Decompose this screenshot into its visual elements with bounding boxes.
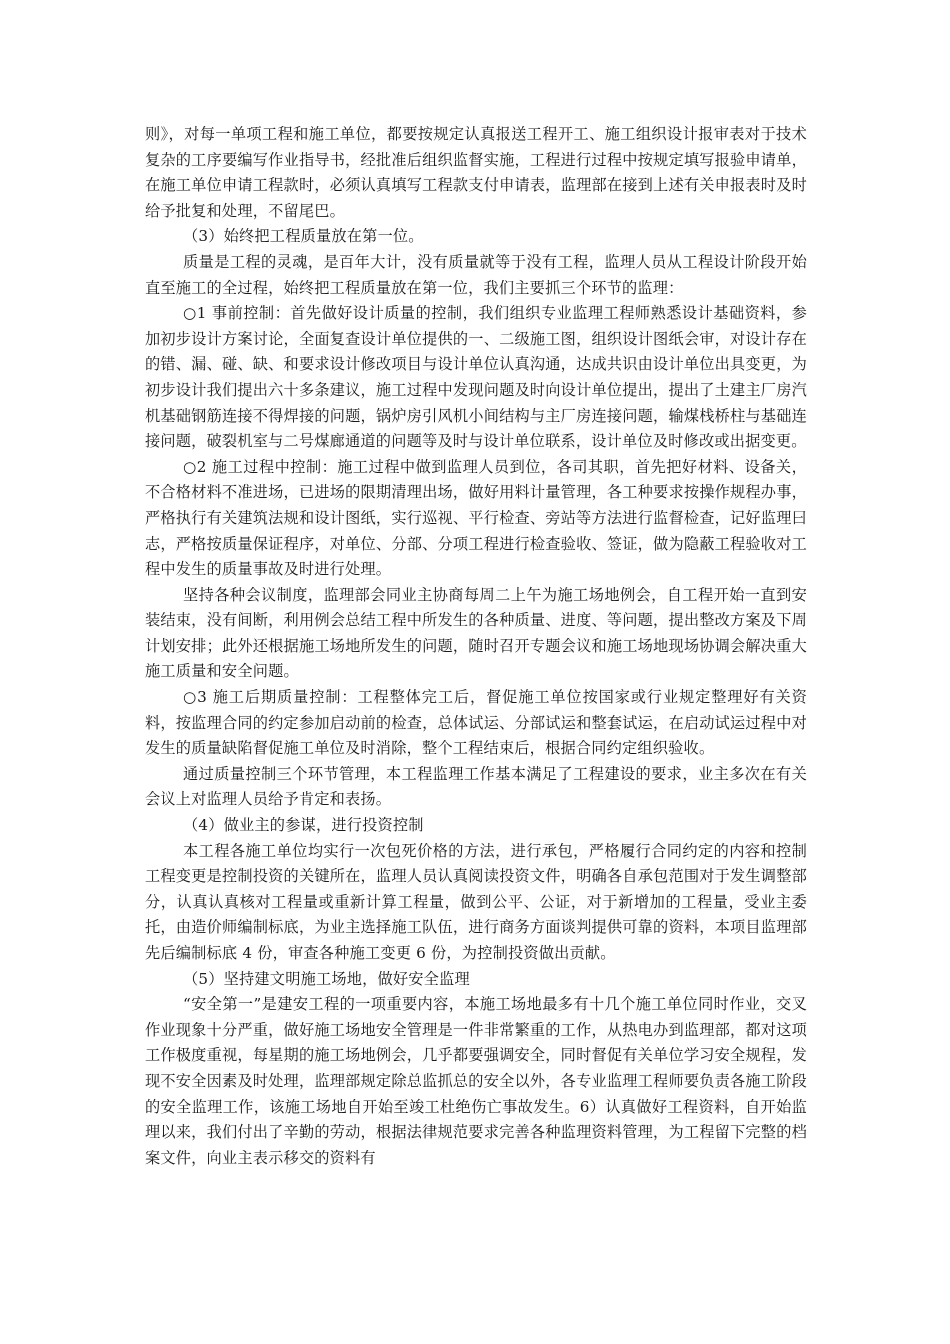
- paragraph-pre-control: ○1 事前控制：首先做好设计质量的控制，我们组织专业监理工程师熟悉设计基础资料，参加初步设计方案讨论，全面复查设计单位提供的一、二级施工图，组织设计图纸会审，对设计存在的错、漏、碰、缺、和要求设计修改项目与设计单位认真沟通，达成共识由设计单位出具变更，为初步设计我们提出六十多条建议，施工过程中发现问题及时向设计单位提出，提出了土建主厂房汽机基础钢筋连接不得焊接的问题，锅炉房引风机小间结构与主厂房连接问题，输煤栈桥柱与基础连接问题，破裂机室与二号煤廊通道的问题等及时与设计单位联系，设计单位及时修改或出据变更。: [145, 304, 807, 451]
- paragraph-quality-summary: 通过质量控制三个环节管理，本工程监理工作基本满足了工程建设的要求，业主多次在有关会议上对监理人员给予肯定和表扬。: [145, 764, 807, 809]
- paragraph-safety: “安全第一”是建安工程的一项重要内容，本施工场地最多有十几个施工单位同时作业，交叉作业现象十分严重，做好施工场地安全管理是一件非常繁重的工作，从热电办到监理部，都对这项工作极度重视，每星期的施工场地例会，几乎都要强调安全，同时督促有关单位学习安全规程，发现不安全因素及时处理，监理部规定除总监抓总的安全以外，各专业监理工程师要负责各施工阶段的安全监理工作，该施工场地自开始至竣工杜绝伤亡事故发生。6）认真做好工程资料，自开始监理以来，我们付出了辛勤的劳动，根据法律规范要求完善各种监理资料管理，为工程留下完整的档案文件，向业主表示移交的资料有: [145, 995, 807, 1167]
- section-heading-5: （5）坚持建文明施工场地，做好安全监理: [183, 969, 470, 988]
- paragraph-meetings: 坚持各种会议制度，监理部会同业主协商每周二上午为施工场地例会，自工程开始一直到安装结束，没有间断，利用例会总结工程中所发生的各种质量、进度、等问题，提出整改方案及下周计划安排；此外还根据施工场地所发生的问题，随时召开专题会议和施工场地现场协调会解决重大施工质量和安全问题。: [145, 585, 807, 681]
- paragraph-quality-intro: 质量是工程的灵魂，是百年大计，没有质量就等于没有工程，监理人员从工程设计阶段开始直至施工的全过程，始终把工程质量放在第一位，我们主要抓三个环节的监理：: [145, 252, 807, 297]
- section-heading-4: （4）做业主的参谋，进行投资控制: [183, 816, 424, 835]
- paragraph-post-control: ○3 施工后期质量控制：工程整体完工后，督促施工单位按国家或行业规定整理好有关资料，按监理合同的约定参加启动前的检查，总体试运、分部试运和整套试运，在启动试运过程中对发生的质量缺陷督促施工单位及时消除，整个工程结束后，根据合同约定组织验收。: [145, 688, 807, 758]
- document-page: [145, 122, 807, 1171]
- section-heading-3: （3）始终把工程质量放在第一位。: [183, 227, 424, 246]
- paragraph-continuation: 则》，对每一单项工程和施工单位，都要按规定认真报送工程开工、施工组织设计报审表对于技术复杂的工序要编写作业指导书，经批准后组织监督实施，工程进行过程中按规定填写报验申请单，在施工单位申请工程款时，必须认真填写工程款支付申请表，监理部在接到上述有关申报表时及时给予批复和处理，不留尾巴。: [145, 125, 807, 220]
- paragraph-process-control: ○2 施工过程中控制：施工过程中做到监理人员到位，各司其职，首先把好材料、设备关，不合格材料不准进场，已进场的限期清理出场，做好用料计量管理，各工种要求按操作规程办事，严格执行有关建筑法规和设计图纸，实行巡视、平行检查、旁站等方法进行监督检查，记好监理曰志，严格按质量保证程序，对单位、分部、分项工程进行检查验收、签证，做为隐蔽工程验收对工程中发生的质量事故及时进行处理。: [145, 457, 807, 579]
- paragraph-investment-control: 本工程各施工单位均实行一次包死价格的方法，进行承包，严格履行合同约定的内容和控制工程变更是控制投资的关键所在，监理人员认真阅读投资文件，明确各自承包范围对于发生调整部分，认真认真核对工程量或重新计算工程量，做到公平、公证，对于新增加的工程量，受业主委托，由造价师编制标底，为业主选择施工队伍，进行商务方面谈判提供可靠的资料，本项目监理部先后编制标底 4 份，审查各种施工变更 6 份，为控制投资做出贡献。: [145, 841, 807, 962]
